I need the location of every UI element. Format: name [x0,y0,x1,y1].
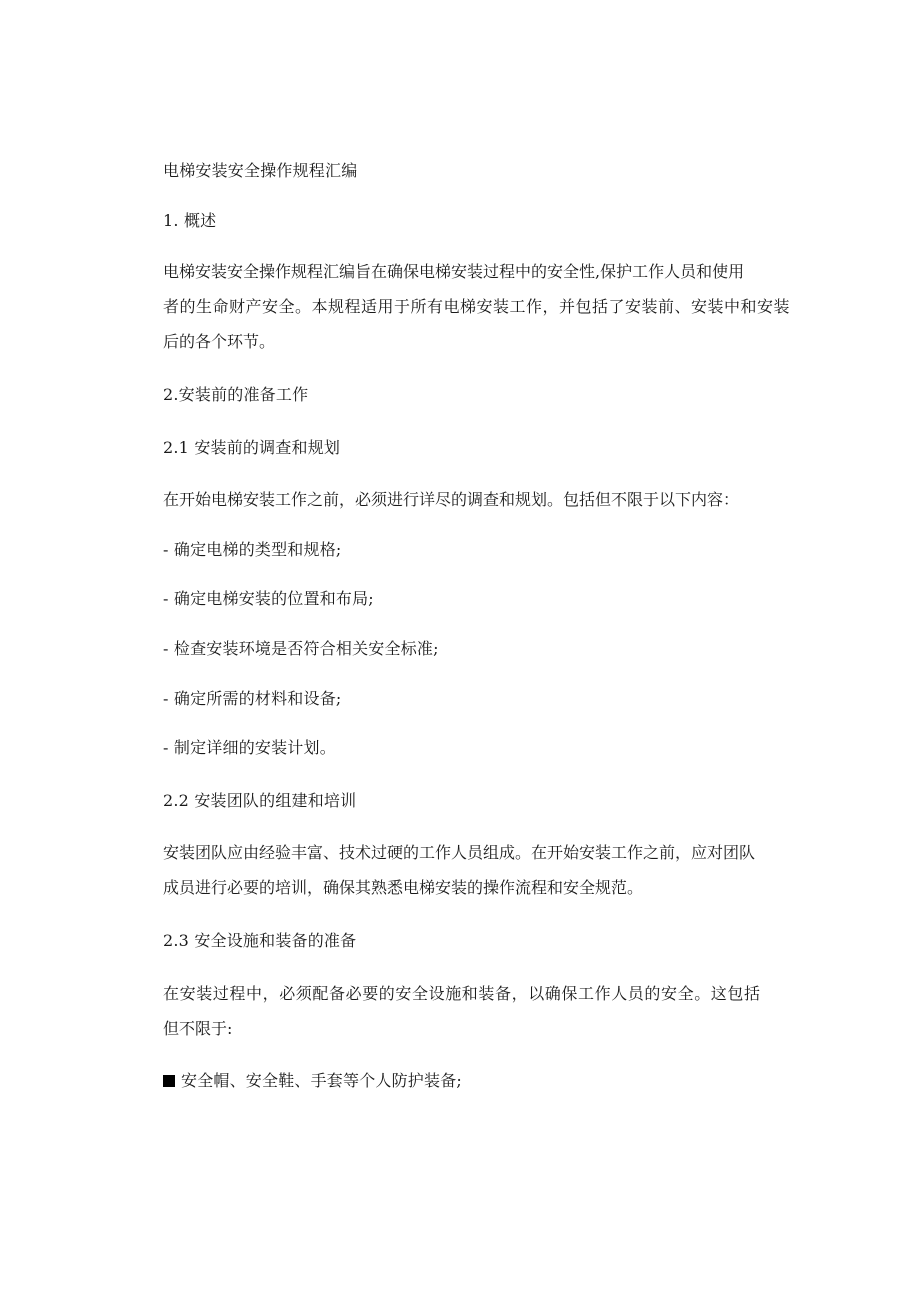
subsection-2-2-paragraph-line: 成员进行必要的培训，确保其熟悉电梯安装的操作流程和安全规范。 [163,878,644,897]
document-title: 电梯安装安全操作规程汇编 [163,161,358,180]
section-1-paragraph-line: 电梯安装安全操作规程汇编旨在确保电梯安装过程中的安全性,保护工作人员和使用 [163,262,745,281]
list-item: - 确定所需的材料和设备; [163,689,342,708]
bullet-item-text: 安全帽、安全鞋、手套等个人防护装备; [181,1071,462,1090]
section-1-heading: 1. 概述 [163,211,217,230]
subsection-2-1-heading: 2.1 安装前的调查和规划 [163,438,341,457]
list-item: - 检查安装环境是否符合相关安全标准; [163,639,439,658]
subsection-2-2-paragraph-line: 安装团队应由经验丰富、技术过硬的工作人员组成。在开始安装工作之前，应对团队 [163,843,756,862]
subsection-2-3-paragraph-line: 在安装过程中，必须配备必要的安全设施和装备，以确保工作人员的安全。这包括 [163,984,761,1003]
bullet-list-item [163,1070,462,1092]
subsection-2-3-heading: 2.3 安全设施和装备的准备 [163,931,357,950]
square-bullet-icon [163,1075,175,1087]
list-item: - 制定详细的安装计划。 [163,738,336,757]
subsection-2-1-intro: 在开始电梯安装工作之前，必须进行详尽的调查和规划。包括但不限于以下内容： [163,490,740,509]
list-item: - 确定电梯的类型和规格; [163,540,342,559]
list-item: - 确定电梯安装的位置和布局; [163,589,374,608]
subsection-2-2-heading: 2.2 安装团队的组建和培训 [163,791,357,810]
section-2-heading: 2.安装前的准备工作 [163,385,309,404]
subsection-2-3-paragraph-line: 但不限于: [163,1019,233,1038]
section-1-paragraph-line: 者的生命财产安全。本规程适用于所有电梯安装工作，并包括了安装前、安装中和安装 [163,297,791,316]
section-1-paragraph-line: 后的各个环节。 [163,332,276,351]
